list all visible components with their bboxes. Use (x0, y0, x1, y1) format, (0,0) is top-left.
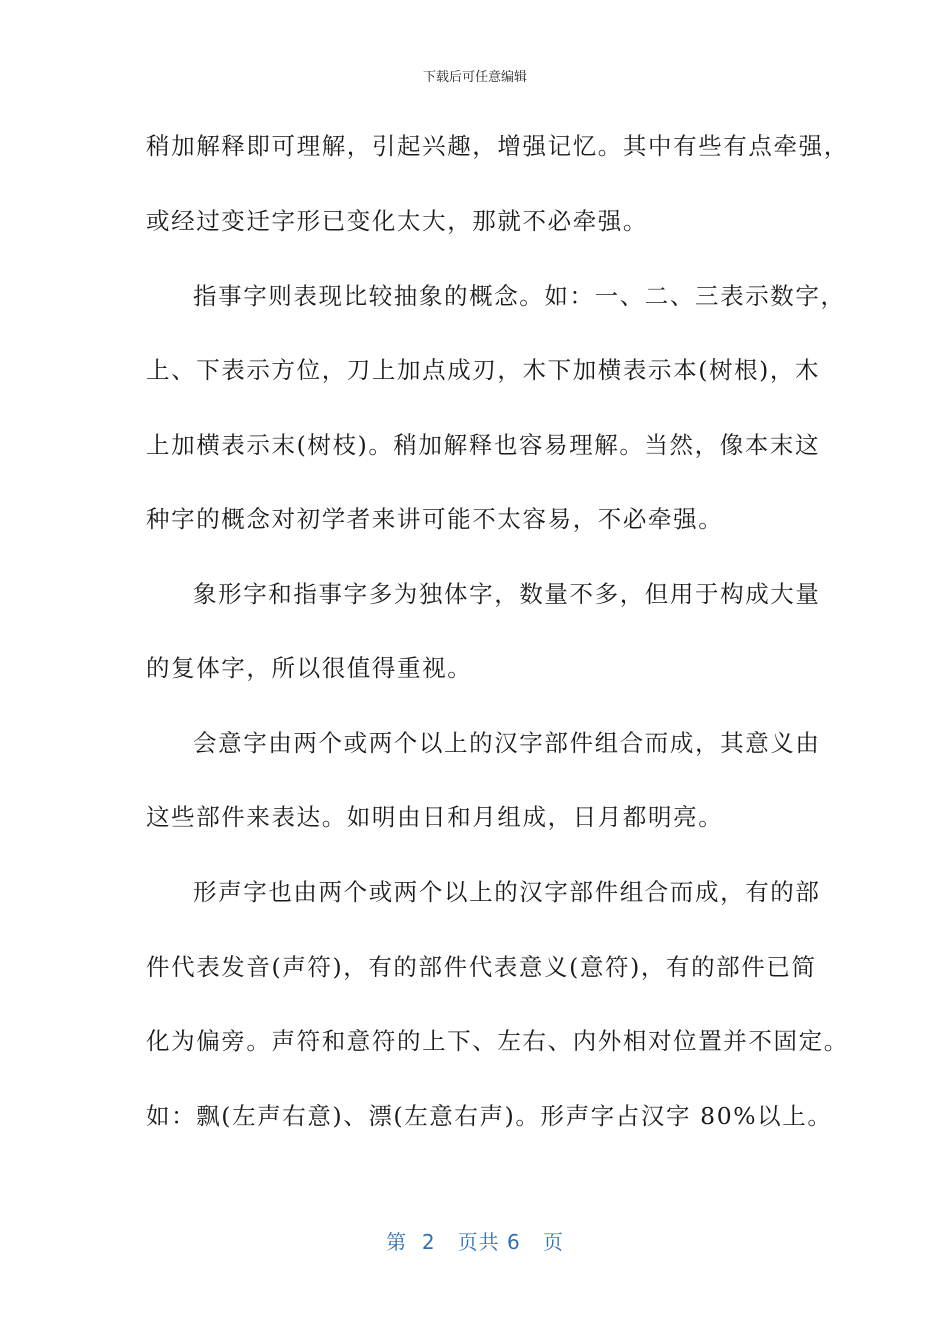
paragraph-start-line: 会意字由两个或两个以上的汉字部件组合而成，其意义由 (193, 729, 821, 757)
text-line: 或经过变迁字形已变化太大，那就不必牵强。 (146, 207, 648, 235)
text-line: 的复体字，所以很值得重视。 (146, 654, 473, 682)
text-line: 如：飘(左声右意)、漂(左意右声)。形声字占汉字 80%以上。 (146, 1102, 833, 1130)
paragraph-start-line: 形声字也由两个或两个以上的汉字部件组合而成，有的部 (193, 878, 821, 906)
text-line: 上加横表示末(树枝)。稍加解释也容易理解。当然，像本末这 (146, 431, 821, 459)
text-line: 稍加解释即可理解，引起兴趣，增强记忆。其中有些有点牵强， (146, 132, 849, 160)
text-line: 种字的概念对初学者来讲可能不太容易，不必牵强。 (146, 505, 724, 533)
text-line: 化为偏旁。声符和意符的上下、左右、内外相对位置并不固定。 (146, 1027, 849, 1055)
page-header: 下载后可任意编辑 (422, 70, 527, 85)
paragraph-start-line: 象形字和指事字多为独体字，数量不多，但用于构成大量 (193, 580, 821, 608)
paragraph-start-line: 指事字则表现比较抽象的概念。如：一、二、三表示数字， (193, 282, 846, 310)
text-line: 上、下表示方位，刀上加点成刃，木下加横表示本(树根)，木 (146, 356, 821, 384)
page-number-footer: 第 2 页共 6 页 (386, 1230, 564, 1254)
text-line: 件代表发音(声符)，有的部件代表意义(意符)，有的部件已简 (146, 953, 817, 981)
text-line: 这些部件来表达。如明由日和月组成，日月都明亮。 (146, 803, 724, 831)
